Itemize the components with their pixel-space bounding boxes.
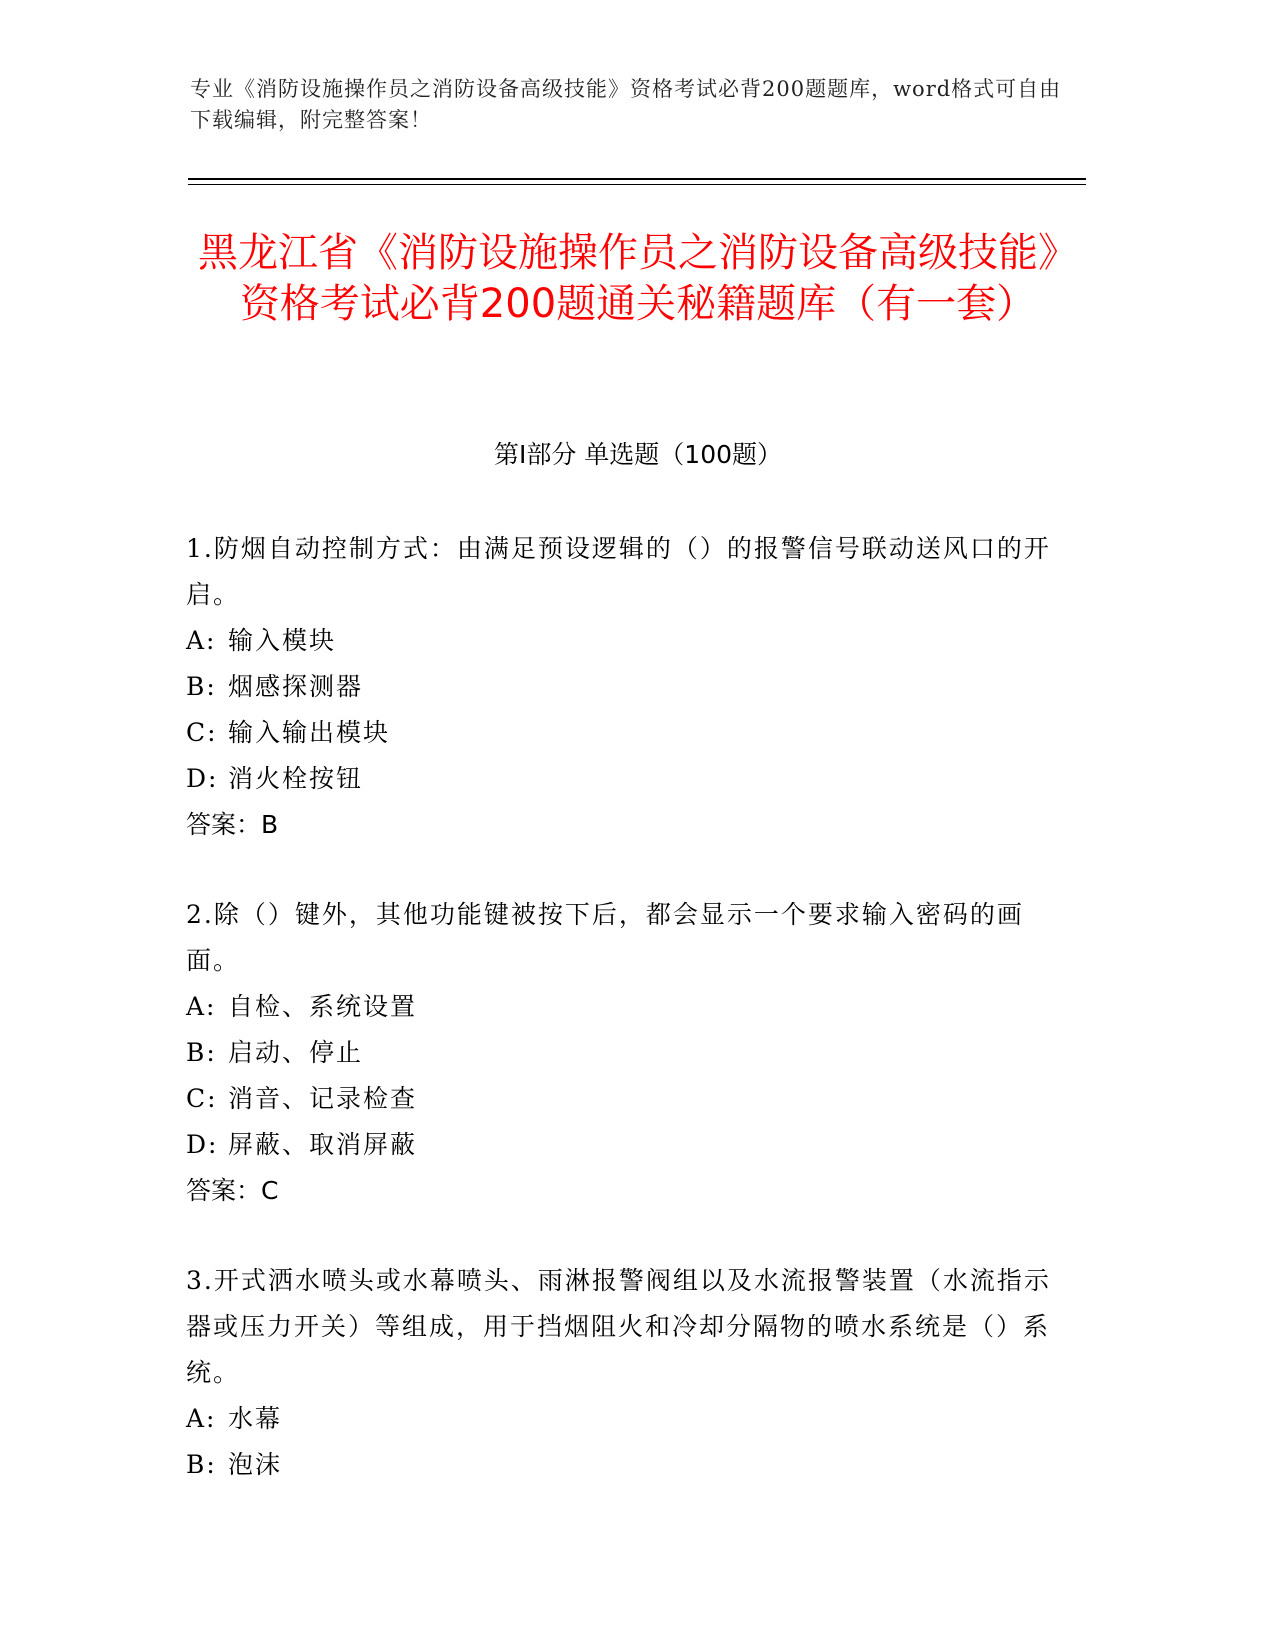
- section-title: 第I部分 单选题（100题）: [493, 440, 783, 469]
- option-letter: B:: [186, 672, 217, 701]
- answer: 答案：C: [186, 1176, 279, 1205]
- option-text: 水幕: [228, 1404, 283, 1433]
- option-letter: D:: [186, 764, 219, 793]
- option-letter: C:: [186, 718, 218, 747]
- question-1: [186, 526, 1066, 848]
- option-text: 屏蔽、取消屏蔽: [228, 1130, 418, 1159]
- option-a: [186, 984, 1066, 1030]
- header-note: 专业《消防设施操作员之消防设备高级技能》资格考试必背200题题库，word格式可自由下载编辑，附完整答案！: [190, 77, 1062, 132]
- header-rule-thick: [188, 178, 1086, 180]
- option-letter: D:: [186, 1130, 219, 1159]
- option-c: [186, 1076, 1066, 1122]
- option-letter: B:: [186, 1038, 217, 1067]
- option-letter: B:: [186, 1450, 217, 1479]
- option-b: [186, 1442, 1066, 1488]
- option-letter: C:: [186, 1084, 218, 1113]
- option-text: 消音、记录检查: [228, 1084, 418, 1113]
- option-b: [186, 664, 1066, 710]
- document-title: 黑龙江省《消防设施操作员之消防设备高级技能》资格考试必背200题通关秘籍题库（有一套）: [198, 230, 1078, 327]
- option-a: [186, 618, 1066, 664]
- question-list: [186, 526, 1066, 1532]
- option-text: 启动、停止: [228, 1038, 364, 1067]
- option-text: 输入输出模块: [228, 718, 391, 747]
- answer: 答案：B: [186, 810, 279, 839]
- option-b: [186, 1030, 1066, 1076]
- option-letter: A:: [186, 626, 217, 655]
- header-rule-thin: [188, 184, 1086, 185]
- option-letter: A:: [186, 1404, 217, 1433]
- question-3: [186, 1258, 1066, 1488]
- option-text: 消火栓按钮: [228, 764, 364, 793]
- option-c: [186, 710, 1066, 756]
- option-d: [186, 1122, 1066, 1168]
- option-a: [186, 1396, 1066, 1442]
- question-stem: 2.除（）键外，其他功能键被按下后，都会显示一个要求输入密码的画面。: [186, 900, 1024, 975]
- option-text: 烟感探测器: [228, 672, 364, 701]
- option-text: 泡沫: [228, 1450, 283, 1479]
- option-letter: A:: [186, 992, 217, 1021]
- question-2: [186, 892, 1066, 1214]
- question-stem: 3.开式洒水喷头或水幕喷头、雨淋报警阀组以及水流报警装置（水流指示器或压力开关）等组成，用于挡烟阻火和冷却分隔物的喷水系统是（）系统。: [186, 1266, 1051, 1387]
- question-stem: 1.防烟自动控制方式：由满足预设逻辑的（）的报警信号联动送风口的开启。: [186, 534, 1051, 609]
- option-text: 输入模块: [228, 626, 337, 655]
- option-d: [186, 756, 1066, 802]
- option-text: 自检、系统设置: [228, 992, 418, 1021]
